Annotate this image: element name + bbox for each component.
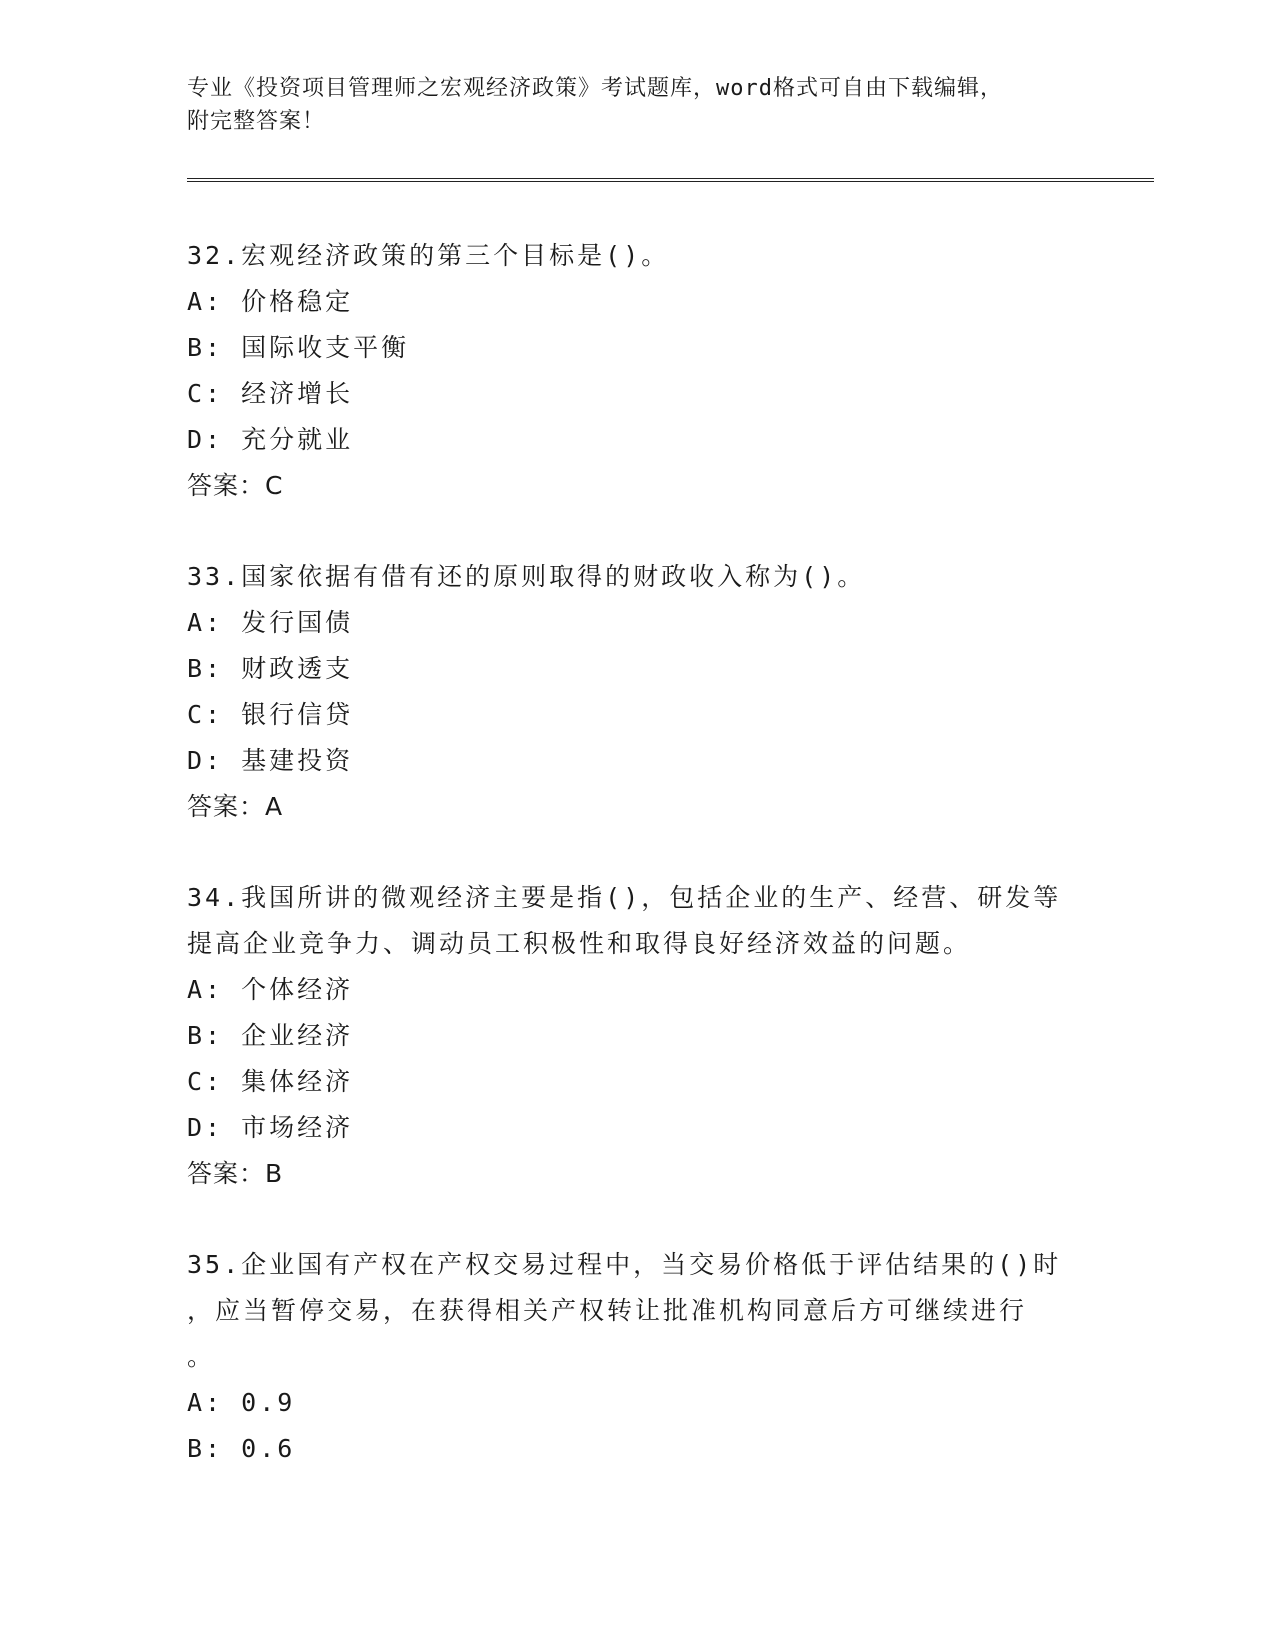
- question-stem-line-1: 35.企业国有产权在产权交易过程中，当交易价格低于评估结果的()时: [187, 1250, 1062, 1279]
- question-32: [187, 233, 1087, 509]
- option-a: A: 价格稳定: [187, 287, 354, 316]
- option-c: C: 经济增长: [187, 379, 354, 408]
- option-d: D: 基建投资: [187, 746, 354, 775]
- question-stem-line-2: ，应当暂停交易，在获得相关产权转让批准机构同意后方可继续进行: [187, 1296, 1028, 1325]
- question-stem: 32.宏观经济政策的第三个目标是()。: [187, 241, 670, 270]
- option-d: D: 市场经济: [187, 1113, 354, 1142]
- option-c: C: 银行信贷: [187, 700, 354, 729]
- answer-line: 答案：A: [187, 792, 284, 821]
- question-list: [187, 233, 1087, 1472]
- question-stem: 33.国家依据有借有还的原则取得的财政收入称为()。: [187, 562, 866, 591]
- question-stem-line-3: 。: [187, 1342, 216, 1371]
- answer-line: 答案：B: [187, 1159, 284, 1188]
- header-line-2: 附完整答案！: [187, 109, 326, 134]
- option-b: B: 0.6: [187, 1434, 296, 1463]
- document-header: [187, 72, 1087, 138]
- question-stem-line-1: 34.我国所讲的微观经济主要是指()，包括企业的生产、经营、研发等: [187, 883, 1062, 912]
- option-b: B: 国际收支平衡: [187, 333, 410, 362]
- option-c: C: 集体经济: [187, 1067, 354, 1096]
- question-stem-line-2: 提高企业竞争力、调动员工积极性和取得良好经济效益的问题。: [187, 929, 972, 958]
- option-a: A: 发行国债: [187, 608, 354, 637]
- answer-line: 答案：C: [187, 471, 284, 500]
- option-a: A: 个体经济: [187, 975, 354, 1004]
- question-34: [187, 875, 1087, 1197]
- option-b: B: 企业经济: [187, 1021, 354, 1050]
- question-33: [187, 554, 1087, 830]
- option-b: B: 财政透支: [187, 654, 354, 683]
- header-divider: [187, 178, 1154, 182]
- question-35: [187, 1242, 1087, 1472]
- option-a: A: 0.9: [187, 1388, 296, 1417]
- header-line-1: 专业《投资项目管理师之宏观经济政策》考试题库，word格式可自由下载编辑，: [187, 76, 1003, 101]
- option-d: D: 充分就业: [187, 425, 354, 454]
